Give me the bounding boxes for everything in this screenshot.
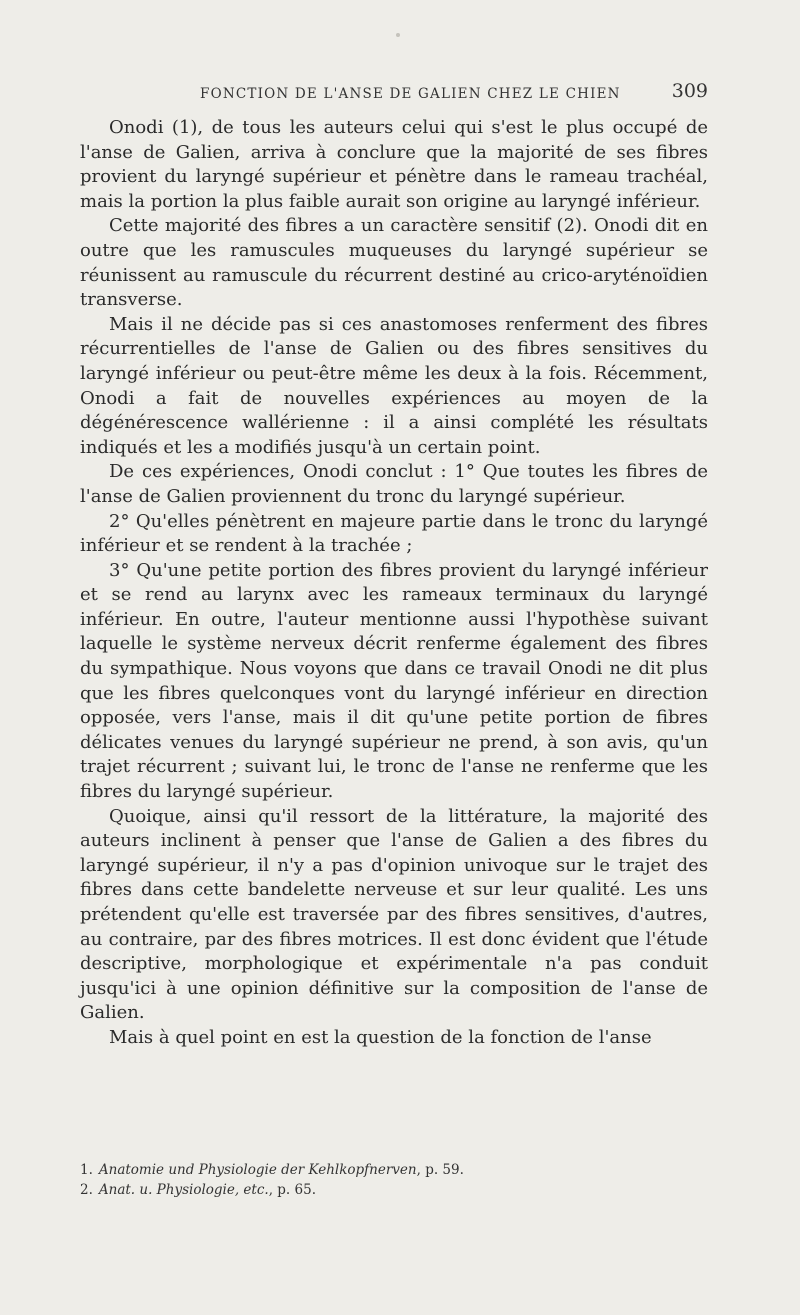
paragraph: Onodi (1), de tous les auteurs celui qui s'est le plus occupé de l'anse de Galien, arriva à conclure que la majorité de ses fibres provient du laryngé supérieur et pénètre dans le rameau trachéal, mais la portion la plus faible aurait son origine au laryngé inférieur. — [80, 117, 708, 212]
footnote-rest: , p. 59. — [416, 1162, 464, 1178]
page-number: 309 — [671, 80, 708, 102]
footnote-rest: , p. 65. — [268, 1182, 316, 1198]
body-text — [80, 116, 708, 1051]
running-title: FONCTION DE L'ANSE DE GALIEN CHEZ LE CHIEN — [200, 86, 621, 102]
paragraph: Quoique, ainsi qu'il ressort de la littérature, la majorité des auteurs inclinent à penser que l'anse de Galien a des fibres du laryngé supérieur, il n'y a pas d'opinion univoque sur le trajet des fibres dans cette bandelette nerveuse et sur leur qualité. Les uns prétendent qu'elle est traversée par des fibres sensitives, d'autres, au contraire, par des fibres motrices. Il est donc évident que l'étude descriptive, morphologique et expérimentale n'a pas conduit jusqu'ici à une opinion définitive sur la composition de l'anse de Galien. — [80, 805, 708, 1024]
paragraph: 2° Qu'elles pénètrent en majeure partie dans le tronc du laryngé inférieur et se rendent à la trachée ; — [80, 510, 708, 557]
print-speck — [396, 33, 400, 37]
footnote-mark: 1. — [80, 1162, 93, 1178]
paragraph: Cette majorité des fibres a un caractère sensitif (2). Onodi dit en outre que les ramuscules muqueuses du laryngé supérieur se réunissent au ramuscule du récurrent destiné au crico-aryténoïdien transverse. — [80, 215, 708, 311]
paragraph: De ces expériences, Onodi conclut : 1° Que toutes les fibres de l'anse de Galien proviennent du tronc du laryngé supérieur. — [80, 461, 708, 507]
footnote-title: Anatomie und Physiologie der Kehlkopfnerven — [98, 1162, 417, 1178]
footnote — [80, 1160, 708, 1180]
footnotes — [80, 1160, 708, 1200]
footnote-mark: 2. — [80, 1182, 93, 1198]
paragraph: Mais il ne décide pas si ces anastomoses renferment des fibres récurrentielles de l'anse de Galien ou des fibres sensitives du laryngé inférieur ou peut-être même les deux à la fois. Récemment, Onodi a fait de nouvelles expériences au moyen de la dégénérescence wallérienne : il a ainsi complété les résultats indiqués et les a modifiés jusqu'à un certain point. — [80, 313, 708, 458]
page-header — [80, 80, 708, 110]
paragraph-last: Mais à quel point en est la question de la fonction de l'anse — [109, 1026, 652, 1048]
footnote — [80, 1180, 708, 1200]
paragraph: 3° Qu'une petite portion des fibres provient du laryngé inférieur et se rend au larynx avec les rameaux terminaux du laryngé inférieur. En outre, l'auteur mentionne aussi l'hypothèse suivant laquelle le système nerveux décrit renferme également des fibres du sympathique. Nous voyons que dans ce travail Onodi ne dit plus que les fibres quelconques vont du laryngé inférieur en direction opposée, vers l'anse, mais il dit qu'une petite portion de fibres délicates venues du laryngé supérieur ne prend, à son avis, qu'un trajet récurrent ; suivant lui, le tronc de l'anse ne renferme que les fibres du laryngé supérieur. — [80, 559, 708, 803]
footnote-title: Anat. u. Physiologie, etc. — [98, 1182, 269, 1198]
